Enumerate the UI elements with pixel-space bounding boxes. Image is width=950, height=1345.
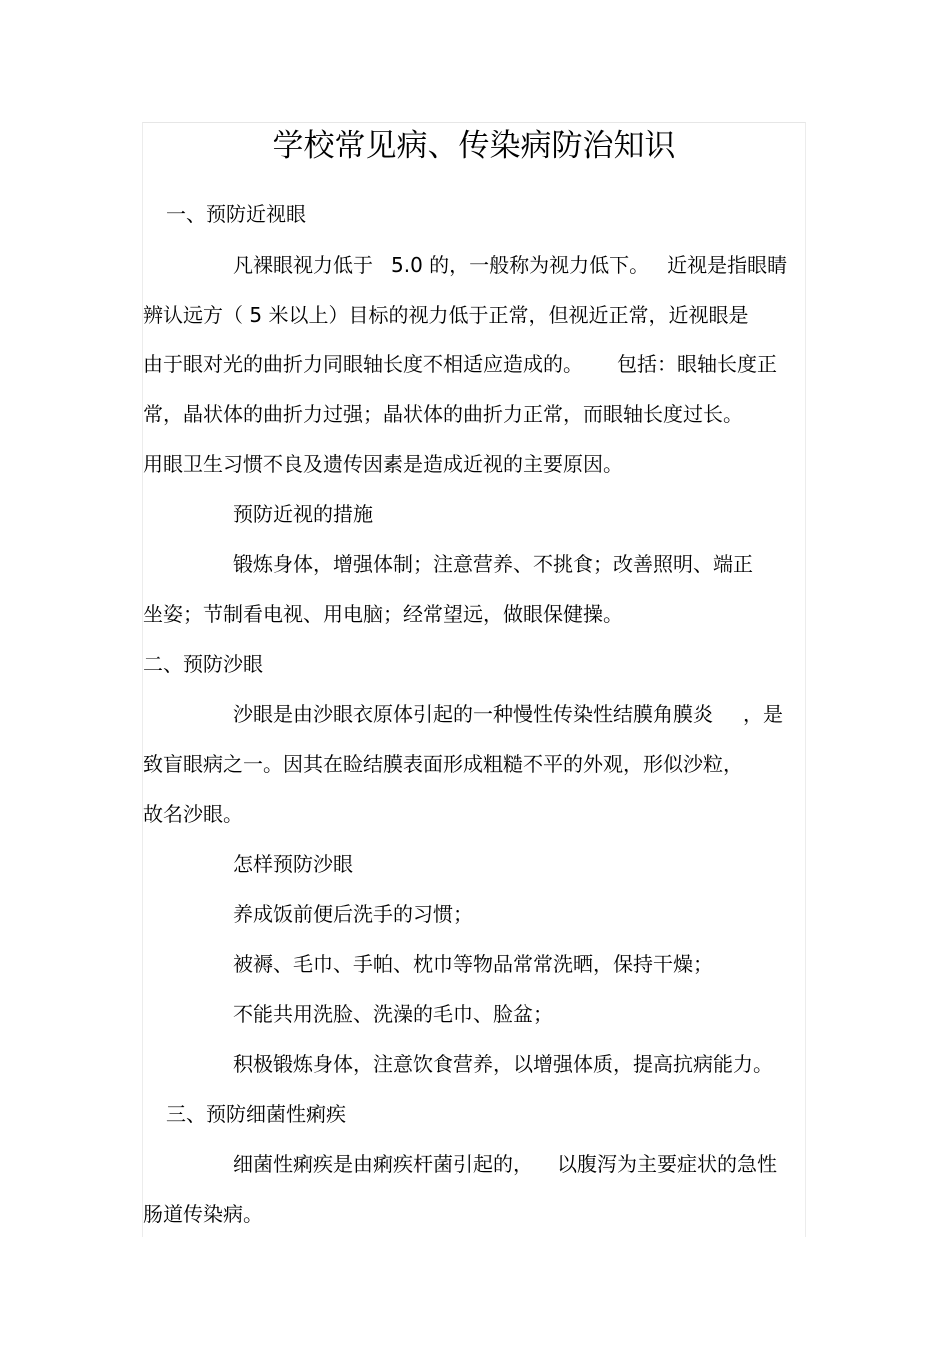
paragraph-line: 锻炼身体，增强体制；注意营养、不挑食；改善照明、端正 bbox=[233, 552, 753, 576]
text-fragment: 凡裸眼视力低于 bbox=[233, 253, 373, 277]
paragraph-line bbox=[143, 350, 777, 378]
paragraph-line: 致盲眼病之一。因其在睑结膜表面形成粗糙不平的外观，形似沙粒， bbox=[143, 752, 743, 776]
list-item: 积极锻炼身体，注意饮食营养，以增强体质，提高抗病能力。 bbox=[233, 1052, 773, 1076]
text-fragment: ，是 bbox=[743, 702, 783, 726]
paragraph-line bbox=[233, 251, 787, 279]
paragraph-line: 用眼卫生习惯不良及遗传因素是造成近视的主要原因。 bbox=[143, 452, 623, 476]
document-title: 学校常见病、传染病防治知识 bbox=[272, 128, 676, 164]
paragraph-line: 肠道传染病。 bbox=[143, 1202, 263, 1226]
list-item: 养成饭前便后洗手的习惯； bbox=[233, 902, 473, 926]
list-item: 不能共用洗脸、洗澡的毛巾、脸盆； bbox=[233, 1002, 553, 1026]
text-fragment: 细菌性痢疾是由痢疾杆菌引起的， bbox=[233, 1152, 533, 1176]
subheading-trachoma-prevention: 怎样预防沙眼 bbox=[233, 852, 353, 876]
subheading-myopia-measures: 预防近视的措施 bbox=[233, 502, 373, 526]
list-item: 被褥、毛巾、手帕、枕巾等物品常常洗晒，保持干燥； bbox=[233, 952, 713, 976]
paragraph-line bbox=[233, 700, 783, 728]
text-fragment: 由于眼对光的曲折力同眼轴长度不相适应造成的。 bbox=[143, 352, 583, 376]
text-fragment: 5.0 的，一般称为视力低下。 bbox=[391, 253, 650, 277]
paragraph-line: 常，晶状体的曲折力过强；晶状体的曲折力正常，而眼轴长度过长。 bbox=[143, 402, 743, 426]
text-fragment: 以腹泻为主要症状的急性 bbox=[557, 1152, 777, 1176]
paragraph-line bbox=[233, 1150, 777, 1178]
text-fragment: 沙眼是由沙眼衣原体引起的一种慢性传染性结膜角膜炎 bbox=[233, 702, 713, 726]
paragraph-line: 辨认远方（ 5 米以上）目标的视力低于正常，但视近正常，近视眼是 bbox=[143, 303, 749, 327]
paragraph-line: 故名沙眼。 bbox=[143, 802, 243, 826]
section-heading-myopia: 一、预防近视眼 bbox=[166, 202, 306, 226]
text-fragment: 包括：眼轴长度正 bbox=[617, 352, 777, 376]
section-heading-dysentery: 三、预防细菌性痢疾 bbox=[166, 1102, 346, 1126]
paragraph-line: 坐姿；节制看电视、用电脑；经常望远，做眼保健操。 bbox=[143, 602, 623, 626]
text-fragment: 近视是指眼睛 bbox=[667, 253, 788, 277]
section-heading-trachoma: 二、预防沙眼 bbox=[143, 652, 263, 676]
